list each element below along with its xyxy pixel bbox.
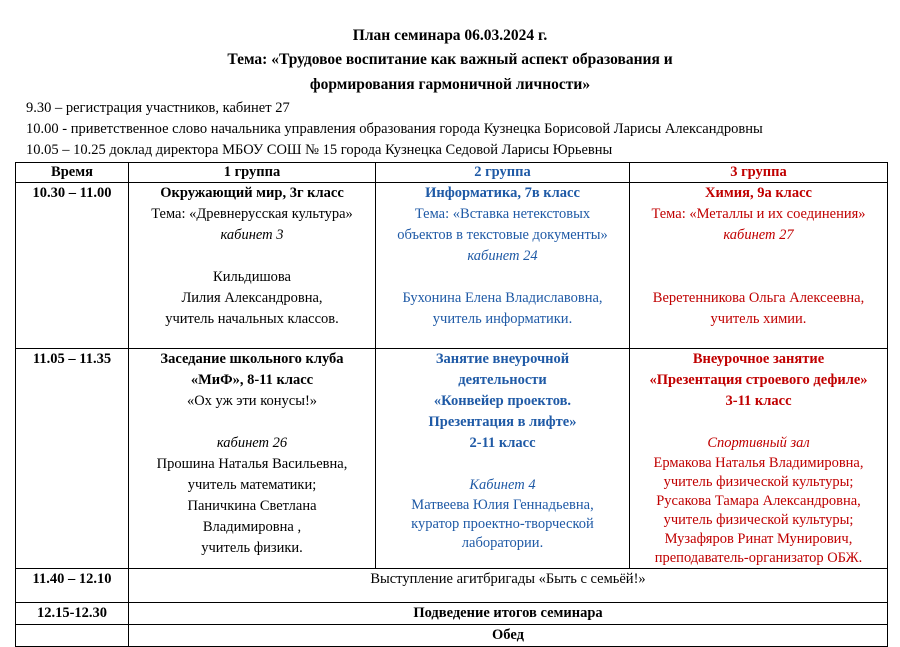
agenda-item-welcome: 10.00 - приветственное слово начальника управления образования города Кузнецка Борисовой Ларисы Александровны — [26, 121, 763, 137]
table-row — [16, 183, 888, 349]
table-row — [16, 349, 888, 569]
table-row — [16, 625, 888, 647]
teacher-name: Прошина Наталья Васильевна, — [156, 456, 348, 472]
session-topic: Тема: «Древнерусская культура» — [151, 206, 353, 222]
teacher-name: Музафяров Ринат Мунирович, — [664, 531, 853, 547]
teacher-role: учитель начальных классов. — [165, 311, 339, 327]
session-title: Окружающий мир, 3г класс — [160, 185, 344, 201]
session-room: кабинет 24 — [467, 248, 538, 264]
session-room: кабинет 27 — [723, 227, 794, 243]
seminar-summary: Подведение итогов семинара — [129, 603, 888, 625]
group3-session — [630, 183, 888, 349]
teacher-name: Владимировна , — [202, 519, 302, 535]
teacher-role: учитель математики; — [187, 477, 317, 493]
header-time: Время — [16, 163, 129, 183]
lunch: Обед — [129, 625, 888, 647]
teacher-name: Матвеева Юлия Геннадьевна, — [411, 497, 594, 513]
session-topic: «Ох уж эти конусы!» — [186, 393, 318, 409]
group1-session — [129, 349, 376, 569]
session-title: «Конвейер проектов. — [433, 393, 572, 409]
page-title-topic-line2: формирования гармоничной личности» — [309, 76, 591, 93]
session-title: деятельности — [458, 372, 547, 388]
agitbrigade-performance: Выступление агитбригады «Быть с семьёй!» — [129, 569, 888, 603]
time-cell: 11.05 – 11.35 — [16, 349, 129, 569]
session-grade: 3-11 класс — [725, 393, 792, 409]
teacher-role: учитель физической культуры; — [663, 474, 854, 490]
teacher-name: Паничкина Светлана — [187, 498, 317, 514]
session-room: кабинет 26 — [216, 435, 288, 451]
session-title: Заседание школьного клуба — [160, 351, 344, 367]
session-room: Кабинет 4 — [469, 477, 536, 493]
session-title: «МиФ», 8-11 класс — [190, 372, 314, 388]
table-row — [16, 569, 888, 603]
time-cell — [16, 625, 129, 647]
teacher-name: Лилия Александровна, — [181, 290, 323, 306]
header-group-1: 1 группа — [129, 163, 376, 183]
agenda-item-report: 10.05 – 10.25 доклад директора МБОУ СОШ № 15 города Кузнецка Седовой Ларисы Юрьевны — [26, 142, 613, 158]
page-title-date: План семинара 06.03.2024 г. — [352, 27, 548, 44]
agenda-item-registration: 9.30 – регистрация участников, кабинет 27 — [26, 100, 290, 116]
teacher-name: Ермакова Наталья Владимировна, — [653, 455, 864, 471]
group3-session — [630, 349, 888, 569]
session-title: Информатика, 7в класс — [425, 185, 580, 201]
teacher-role: преподаватель-организатор ОБЖ. — [654, 550, 863, 566]
session-topic: Тема: «Металлы и их соединения» — [651, 206, 866, 222]
teacher-name: Веретенникова Ольга Алексеевна, — [652, 290, 865, 306]
session-topic: Тема: «Вставка нетекстовых — [414, 206, 591, 222]
session-title: Презентация в лифте» — [428, 414, 577, 430]
teacher-role: учитель физической культуры; — [663, 512, 854, 528]
session-topic: объектов в текстовые документы» — [397, 227, 608, 243]
group2-session — [376, 349, 630, 569]
session-room: Спортивный зал — [707, 435, 810, 451]
teacher-role: учитель химии. — [710, 311, 807, 327]
teacher-role: учитель информатики. — [432, 311, 573, 327]
teacher-name: Русакова Тамара Александровна, — [656, 493, 861, 509]
group1-session — [129, 183, 376, 349]
time-cell: 12.15-12.30 — [16, 603, 129, 625]
header-group-3: 3 группа — [630, 163, 888, 183]
teacher-role: лаборатории. — [461, 535, 544, 551]
table-header-row — [16, 163, 888, 183]
teacher-role: учитель физики. — [201, 540, 303, 556]
schedule-table — [15, 162, 888, 647]
teacher-name: Бухонина Елена Владиславовна, — [402, 290, 603, 306]
session-grade: 2-11 класс — [469, 435, 536, 451]
session-title: Внеурочное занятие — [692, 351, 825, 367]
teacher-name: Кильдишова — [213, 269, 291, 285]
session-title: Занятие внеурочной — [435, 351, 570, 367]
page-title-topic-line1: Тема: «Трудовое воспитание как важный аспект образования и — [227, 51, 673, 68]
session-title: Химия, 9а класс — [705, 185, 812, 201]
session-room: кабинет 3 — [220, 227, 284, 243]
group2-session — [376, 183, 630, 349]
teacher-role: куратор проектно-творческой — [411, 516, 594, 532]
time-cell: 10.30 – 11.00 — [16, 183, 129, 349]
session-title: «Презентация строевого дефиле» — [649, 372, 868, 388]
header-group-2: 2 группа — [376, 163, 630, 183]
table-row — [16, 603, 888, 625]
time-cell: 11.40 – 12.10 — [16, 569, 129, 603]
